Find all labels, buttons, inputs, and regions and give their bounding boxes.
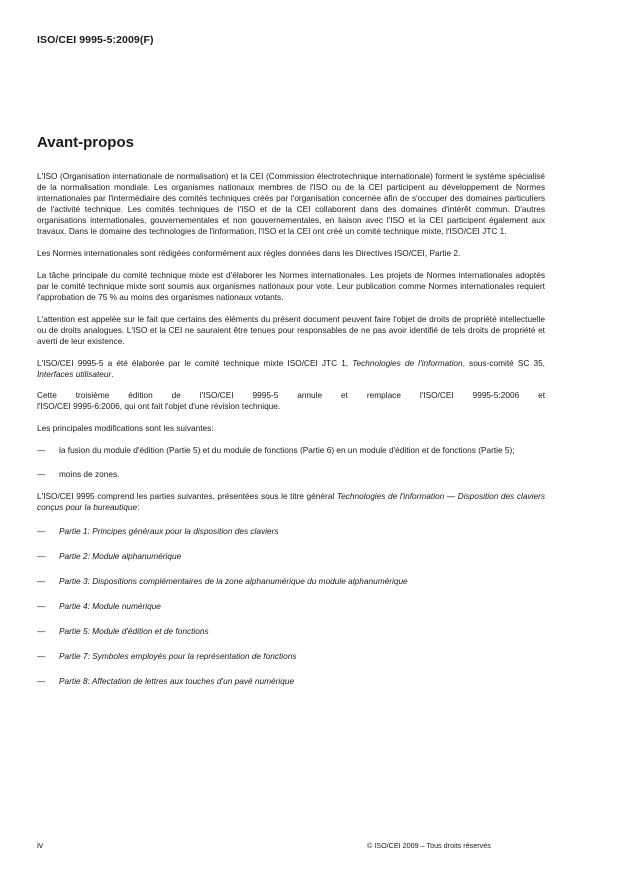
- list-item-part: — Partie 7: Symboles employés pour la représentation de fonctions: [37, 651, 297, 662]
- dash-bullet: —: [37, 651, 46, 662]
- dash-bullet: —: [37, 601, 46, 612]
- dash-bullet: —: [37, 468, 46, 479]
- paragraph-edition: Cette troisième édition de l'ISO/CEI 9995-5 annule et remplace l'ISO/CEI 9995-5:2006 et l'ISO/CEI 9995-6:2006, qui ont fait l'objet d'une révision technique.: [37, 390, 545, 412]
- paragraph-committee: L'ISO/CEI 9995-5 a été élaborée par le comité technique mixte ISO/CEI JTC 1, Technologies de l'information, sous-comité SC 35, Interfaces utilisateur.: [37, 357, 545, 379]
- subcommittee-title: Interfaces utilisateur: [37, 368, 112, 379]
- paragraph-main-task: La tâche principale du comité technique mixte est d'élaborer les Normes internationales. Les projets de Normes internationales adoptés par le comité technique mixte sont soumis aux organismes nationaux pour vote. Leur publication comme Normes internationales requiert l'approbation de 75 % au moins des organismes nationaux votants.: [37, 269, 545, 303]
- list-item-part: — Partie 8: Affectation de lettres aux touches d'un pavé numérique: [37, 676, 295, 687]
- list-item-part: — Partie 5: Module d'édition et de fonctions: [37, 626, 209, 637]
- dash-bullet: —: [37, 526, 46, 537]
- dash-bullet: —: [37, 676, 46, 687]
- list-item-part: — Partie 2: Module alphanumérique: [37, 551, 182, 562]
- paragraph-patent-notice: L'attention est appelée sur le fait que certains des éléments du présent document peuvent faire l'objet de droits de propriété intellectuelle ou de droits analogues. L'ISO et la CEI ne sauraient être tenues pour responsables de ne pas avoir identifié de tels droits de propriété et averti de leur existence.: [37, 313, 545, 346]
- dash-bullet: —: [37, 576, 46, 587]
- list-item-part: — Partie 4: Module numérique: [37, 601, 161, 612]
- paragraph-parts-intro: L'ISO/CEI 9995 comprend les parties suivantes, présentées sous le titre général Technologies de l'information — Disposition des claviers conçus pour la bureautique:: [37, 490, 546, 512]
- section-title: Avant-propos: [37, 134, 134, 151]
- dash-bullet: —: [37, 551, 46, 562]
- paragraph-directives: Les Normes internationales sont rédigées conformément aux règles données dans les Directives ISO/CEI, Partie 2.: [37, 248, 461, 259]
- copyright-notice: © ISO/CEI 2009 – Tous droits réservés: [367, 841, 491, 850]
- dash-bullet: —: [37, 626, 46, 637]
- series-title: Technologies de l'information — Disposition des claviers conçus pour la bureautique: [37, 490, 546, 512]
- committee-title: Technologies de l'information: [352, 357, 463, 368]
- page-number: iv: [37, 840, 44, 850]
- document-id-header: ISO/CEI 9995-5:2009(F): [37, 34, 154, 46]
- foreword-body: [37, 171, 545, 701]
- list-item-part: — Partie 1: Principes généraux pour la disposition des claviers: [37, 526, 279, 537]
- paragraph-organisation: L'ISO (Organisation internationale de normalisation) et la CEI (Commission électrotechnique internationale) forment le système spécialisé de la normalisation mondiale. Les organismes nationaux membres de l'ISO ou de la CEI participent au développement de Normes internationales par l'intermédiaire des comités techniques créés par l'organisation concernée afin de s'occuper des domaines particuliers de l'activité technique. Les comités techniques de l'ISO et de la CEI collaborent dans des domaines d'intérêt commun. D'autres organisations internationales, gouvernementales et non gouvernementales, en liaison avec l'ISO et la CEI participent également aux travaux. Dans le domaine des technologies de l'information, l'ISO et la CEI ont créé un comité technique mixte, l'ISO/CEI JTC 1.: [37, 171, 545, 237]
- list-item-modification: — moins de zones.: [37, 468, 120, 479]
- paragraph-modifications-intro: Les principales modifications sont les suivantes:: [37, 423, 214, 434]
- list-item-modification: — la fusion du module d'édition (Partie 5) et du module de fonctions (Partie 6) en un module d'édition et de fonctions (Partie 5);: [37, 444, 515, 455]
- dash-bullet: —: [37, 444, 46, 455]
- list-item-part: — Partie 3: Dispositions complémentaires de la zone alphanumérique du module alphanumérique: [37, 576, 408, 587]
